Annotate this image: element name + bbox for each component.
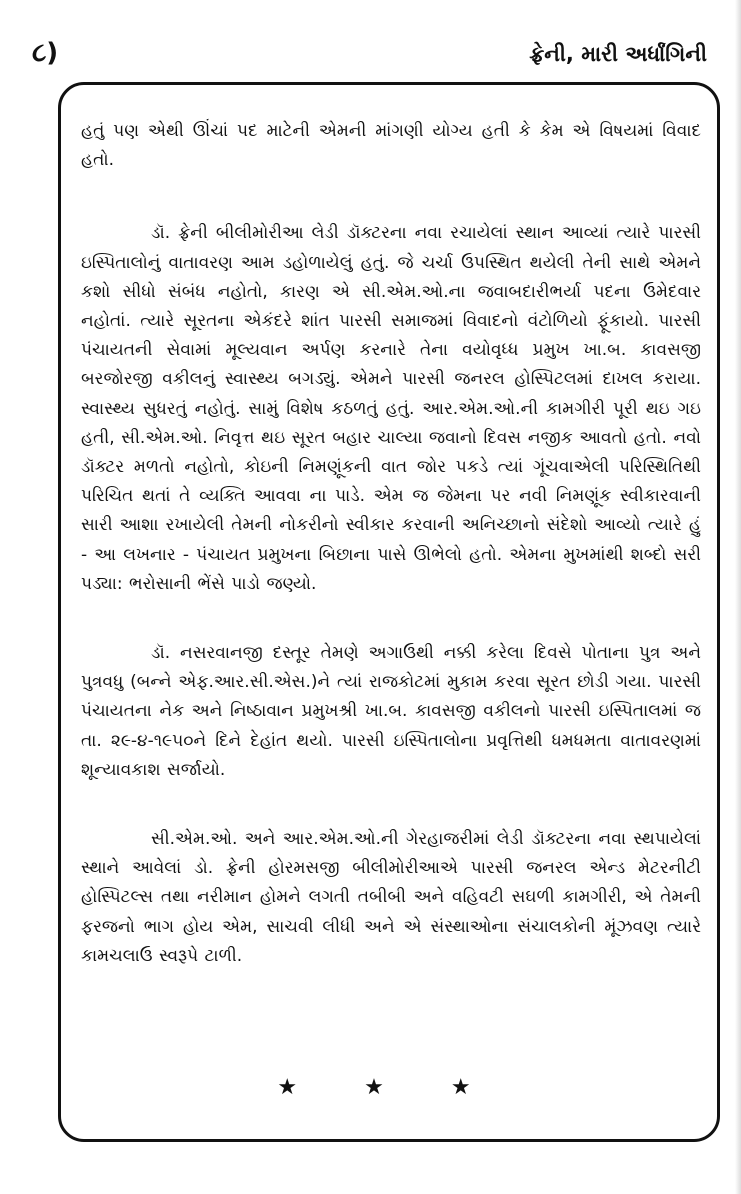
page-number: ૮)	[32, 38, 59, 68]
paragraph-continuation: હતું પણ એથી ઊંચાં પદ માટેની એમની માંગણી યોગ્ય હતી કે કેમ એ વિષયમાં વિવાદ હતો.	[81, 121, 701, 171]
running-title: ફ્રેની, મારી અર્ધાંગિની	[529, 42, 707, 66]
page-edge	[735, 0, 741, 1194]
paragraph-dr-dastur-departure: ડૉ. નસરવાનજી દસ્તૂર તેમણે અગાઉથી નક્કી કરેલા દિવસે પોતાના પુત્ર અને પુત્રવધુ (બન્ને એફ.આર.સી.એસ.)ને ત્યાં રાજકોટમાં મુકામ કરવા સૂરત છોડી ગયા. પારસી પંચાયતના નેક અને નિષ્ઠાવાન પ્રમુખશ્રી ખા.બ. કાવસજી વકીલનો પારસી ઇસ્પિતાલમાં જ તા. ૨૯-૪-૧૯૫૦ને દિને દેહાંત થયો. પારસી ઇસ્પિતાલોના પ્રવૃત્તિથી ધમધમતા વાતાવરણમાં શૂન્યાવકાશ સર્જાયો.	[81, 643, 701, 780]
paragraph-dr-freni-duties: સી.એમ.ઓ. અને આર.એમ.ઓ.ની ગેરહાજરીમાં લેડી ડૉક્ટરના નવા સ્થપાયેલાં સ્થાને આવેલાં ડો. ફ્રેની હોરમસજી બીલીમોરીઆએ પારસી જનરલ એન્ડ મેટરનીટી હોસ્પિટલ્સ તથા નરીમાન હોમને લગતી તબીબી અને વહિવટી સઘળી કામગીરી, એ તેમની ફરજનો ભાગ હોય એમ, સાચવી લીધી અને એ સંસ્થાઓના સંચાલકોની મૂંઝવણ ત્યારે કામચલાઉ સ્વરૂપે ટાળી.	[81, 829, 701, 966]
section-break-stars: ★ ★ ★	[277, 1075, 501, 1100]
text-frame	[58, 82, 720, 1142]
paragraph-dr-freni-arrival: ડૉ. ફ્રેની બીલીમોરીઆ લેડી ડૉક્ટરના નવા રચાયેલાં સ્થાન આવ્યાં ત્યારે પારસી ઇસ્પિતાલોનું વાતાવરણ આમ ડહોળાયેલું હતું. જે ચર્ચા ઉપસ્થિત થયેલી તેની સાથે એમને કશો સીધો સંબંધ નહોતો, કારણ એ સી.એમ.ઓ.ના જવાબદારીભર્યા પદના ઉમેદવાર નહોતાં. ત્યારે સૂરતના એકંદરે શાંત પારસી સમાજમાં વિવાદનો વંટોળિયો ફૂંકાયો. પારસી પંચાયતની સેવામાં મૂલ્યવાન અર્પણ કરનારે તેના વયોવૃધ્ધ પ્રમુખ ખા.બ. કાવસજી બરજોરજી વકીલનું સ્વાસ્થ્ય બગડ્યું. એમને પારસી જનરલ હોસ્પિટલમાં દાખલ કરાયા. સ્વાસ્થ્ય સુધરતું નહોતું. સામું વિશેષ કઠળતું હતું. આર.એમ.ઓ.ની કામગીરી પૂરી થઇ ગઇ હતી, સી.એમ.ઓ. નિવૃત્ત થઇ સૂરત બહાર ચાલ્યા જવાનો દિવસ નજીક આવતો હતો. નવો ડૉક્ટર મળતો નહોતો, કોઇની નિમણૂંકની વાત જોર પકડે ત્યાં ગૂંચવાએલી પરિસ્થિતિથી પરિચિત થતાં તે વ્યક્તિ આવવા ના પાડે. એમ જ જેમના પર નવી નિમણૂંક સ્વીકારવાની સારી આશા રખાયેલી તેમની નોકરીનો સ્વીકાર કરવાની અનિચ્છાનો સંદેશો આવ્યો ત્યારે હું - આ લખનાર - પંચાયત પ્રમુખના બિછાના પાસે ઊભેલો હતો. એમના મુખમાંથી શબ્દો સરી પડ્યા: ભરોસાની ભેંસે પાડો જણ્યો.	[81, 223, 701, 594]
